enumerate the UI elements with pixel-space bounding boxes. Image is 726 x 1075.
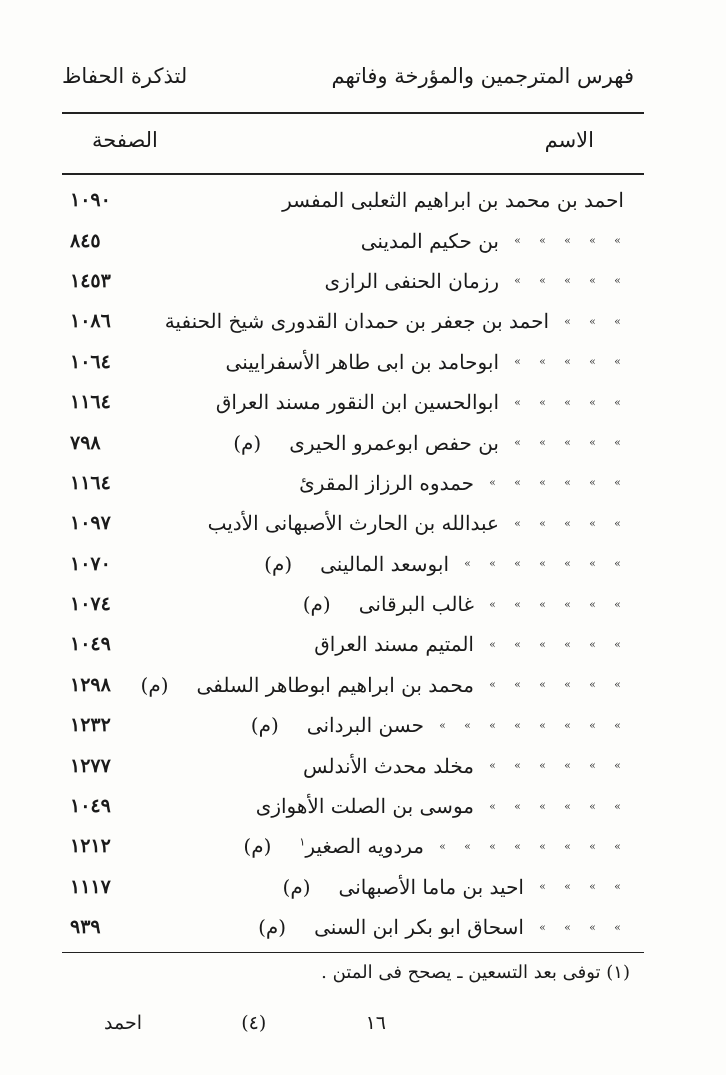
ditto-mark: »: [514, 678, 521, 692]
index-entry: [70, 665, 630, 705]
index-entry: [70, 786, 630, 826]
ditto-marks: [480, 476, 630, 489]
ditto-marks: [555, 315, 630, 328]
ditto-mark: »: [564, 395, 571, 409]
ditto-mark: »: [539, 516, 546, 530]
index-entry: [70, 463, 630, 503]
ditto-mark: »: [614, 678, 621, 692]
index-entry: [70, 503, 630, 543]
entry-page-number: ٨٤٥: [70, 229, 101, 252]
ditto-mark: »: [514, 557, 521, 571]
ditto-mark: »: [514, 799, 521, 813]
ditto-mark: »: [564, 678, 571, 692]
entry-mark: (م): [302, 592, 331, 617]
entry-name-text: بن حكيم المدينى: [360, 228, 499, 253]
ditto-mark: »: [589, 920, 596, 934]
ditto-mark: »: [539, 274, 546, 288]
entry-name: [159, 309, 555, 333]
ditto-mark: »: [614, 920, 621, 934]
ditto-marks: [430, 719, 630, 732]
ditto-mark: »: [514, 839, 521, 853]
ditto-mark: »: [589, 597, 596, 611]
entry-mark: (م): [282, 874, 311, 899]
ditto-mark: »: [539, 557, 546, 571]
ditto-mark: »: [589, 678, 596, 692]
entry-page-number: ٧٩٨: [70, 431, 101, 454]
entry-name: [250, 794, 480, 818]
ditto-mark: »: [614, 557, 621, 571]
ditto-marks: [530, 880, 630, 893]
entry-name-text: ابوحامد بن ابى طاهر الأسفرايينى: [225, 349, 499, 374]
ditto-mark: »: [614, 799, 621, 813]
entry-name: [276, 188, 630, 212]
ditto-mark: »: [489, 759, 496, 773]
ditto-mark: »: [614, 759, 621, 773]
entry-name-text: احيد بن ماما الأصبهانى: [338, 874, 524, 899]
ditto-mark: »: [514, 759, 521, 773]
ditto-mark: »: [514, 395, 521, 409]
entry-page-number: ١٠٨٦: [70, 310, 111, 333]
header-rule: [62, 173, 644, 175]
ditto-mark: »: [514, 597, 521, 611]
index-entry: [70, 342, 630, 382]
entry-name-text: ابوسعد المالينى: [320, 551, 449, 576]
ditto-marks: [530, 921, 630, 934]
entry-name: [191, 673, 480, 697]
index-entry: [70, 301, 630, 341]
entry-mark: (م): [243, 834, 272, 859]
entry-name-text: بن حفص ابوعمرو الحيرى: [289, 430, 499, 455]
entry-page-number: ١٠٦٤: [70, 350, 111, 373]
entry-page-number: ١٤٥٣: [70, 269, 111, 292]
entry-mark: (م): [140, 672, 169, 697]
ditto-mark: »: [514, 355, 521, 369]
ditto-marks: [505, 396, 630, 409]
ditto-mark: »: [589, 799, 596, 813]
ditto-mark: »: [539, 839, 546, 853]
entry-page-number: ١٠٩٧: [70, 512, 111, 535]
ditto-mark: »: [614, 637, 621, 651]
ditto-mark: »: [564, 880, 571, 894]
entry-page-number: ١٠٩٠: [70, 189, 111, 212]
ditto-marks: [480, 678, 630, 691]
ditto-mark: »: [614, 880, 621, 894]
entry-name-text: عبدالله بن الحارث الأصبهانى الأديب: [207, 511, 499, 536]
ditto-mark: »: [539, 799, 546, 813]
entry-name: [319, 269, 505, 293]
ditto-mark: »: [589, 557, 596, 571]
entry-mark: (م): [264, 551, 293, 576]
entry-name-text: موسى بن الصلت الأهوازى: [255, 794, 474, 819]
entry-name-text: احمد بن محمد بن ابراهيم الثعلبى المفسر: [282, 188, 624, 213]
entry-mark: (م): [233, 430, 262, 455]
ditto-mark: »: [564, 718, 571, 732]
ditto-marks: [505, 436, 630, 449]
ditto-mark: »: [614, 274, 621, 288]
index-entry: [70, 826, 630, 866]
entry-name-text: مردويه الصغير: [305, 834, 424, 859]
ditto-marks: [480, 800, 630, 813]
entry-name: [355, 229, 505, 253]
ditto-mark: »: [589, 637, 596, 651]
entry-name: [301, 713, 430, 737]
ditto-mark: »: [539, 880, 546, 894]
ditto-mark: »: [539, 476, 546, 490]
footnote: (١) توفى بعد التسعين ـ يصحح فى المتن .: [321, 962, 630, 983]
ditto-mark: »: [464, 557, 471, 571]
entry-name: [293, 834, 430, 858]
ditto-mark: »: [539, 395, 546, 409]
ditto-mark: »: [489, 678, 496, 692]
ditto-mark: »: [614, 516, 621, 530]
entry-page-number: ١١١٧: [70, 875, 111, 898]
entry-page-number: ٩٣٩: [70, 916, 101, 939]
ditto-marks: [505, 234, 630, 247]
ditto-mark: »: [539, 436, 546, 450]
ditto-mark: »: [514, 718, 521, 732]
ditto-mark: »: [514, 476, 521, 490]
ditto-mark: »: [614, 718, 621, 732]
ditto-mark: »: [589, 759, 596, 773]
entry-name: [297, 754, 480, 778]
entry-page-number: ١٢١٢: [70, 835, 111, 858]
ditto-mark: »: [614, 234, 621, 248]
entry-name: [202, 511, 505, 535]
ditto-mark: »: [614, 476, 621, 490]
entry-name-text: رزمان الحنفى الرازى: [324, 268, 499, 293]
entry-name-text: غالب البرقانى: [358, 592, 474, 617]
index-entry: [70, 745, 630, 785]
ditto-marks: [505, 517, 630, 530]
entry-name: [308, 915, 530, 939]
ditto-mark: »: [589, 516, 596, 530]
page-footer: [104, 1006, 386, 1040]
ditto-mark: »: [539, 759, 546, 773]
column-headers: [92, 120, 594, 160]
entry-name: [308, 632, 480, 656]
top-rule: [62, 112, 644, 114]
entry-name: [353, 592, 480, 616]
entry-page-number: ١٠٤٩: [70, 633, 111, 656]
index-entry: [70, 624, 630, 664]
ditto-mark: »: [564, 637, 571, 651]
ditto-mark: »: [489, 637, 496, 651]
entry-name-text: مخلد محدث الأندلس: [302, 753, 474, 778]
entry-page-number: ١٢٩٨: [70, 673, 111, 696]
entry-name-text: حسن البردانى: [306, 713, 424, 738]
ditto-mark: »: [514, 234, 521, 248]
ditto-mark: »: [564, 839, 571, 853]
ditto-mark: »: [614, 355, 621, 369]
ditto-mark: »: [589, 880, 596, 894]
index-entry: [70, 220, 630, 260]
ditto-mark: »: [589, 234, 596, 248]
entry-page-number: ١١٦٤: [70, 471, 111, 494]
ditto-mark: »: [564, 557, 571, 571]
ditto-marks: [480, 598, 630, 611]
name-column-header: الاسم: [544, 128, 594, 152]
ditto-mark: »: [589, 355, 596, 369]
entry-page-number: ١٢٧٧: [70, 754, 111, 777]
ditto-mark: »: [564, 314, 571, 328]
index-entry: [70, 422, 630, 462]
index-entry: [70, 261, 630, 301]
ditto-mark: »: [589, 314, 596, 328]
entry-page-number: ١٠٧٤: [70, 593, 111, 616]
ditto-mark: »: [464, 718, 471, 732]
ditto-mark: »: [564, 597, 571, 611]
ditto-mark: »: [539, 920, 546, 934]
ditto-mark: »: [489, 476, 496, 490]
entry-name-text: احمد بن جعفر بن حمدان القدورى شيخ الحنفية: [164, 309, 549, 334]
ditto-marks: [505, 274, 630, 287]
entry-name: [210, 390, 505, 414]
ditto-mark: »: [564, 355, 571, 369]
entry-name-text: المتيم مسند العراق: [314, 632, 474, 657]
running-head-title: فهرس المترجمين والمؤرخة وفاتهم: [331, 64, 634, 88]
ditto-mark: »: [614, 839, 621, 853]
ditto-mark: »: [564, 759, 571, 773]
entry-name: [220, 350, 505, 374]
running-head-book: لتذكرة الحفاظ: [62, 64, 188, 88]
ditto-mark: »: [514, 436, 521, 450]
ditto-mark: »: [514, 274, 521, 288]
index-entry: [70, 907, 630, 947]
ditto-mark: »: [439, 839, 446, 853]
ditto-mark: »: [489, 597, 496, 611]
index-entry: [70, 180, 630, 220]
signature-mark: احمد: [104, 1012, 142, 1034]
entry-name: [283, 431, 505, 455]
ditto-mark: »: [539, 355, 546, 369]
ditto-marks: [480, 638, 630, 651]
entry-page-number: ١١٦٤: [70, 391, 111, 414]
ditto-mark: »: [589, 395, 596, 409]
ditto-mark: »: [464, 839, 471, 853]
index-entry: [70, 705, 630, 745]
ditto-mark: »: [614, 314, 621, 328]
entry-name: [293, 471, 480, 495]
ditto-marks: [480, 759, 630, 772]
page-column-header: الصفحة: [92, 128, 158, 152]
entry-mark: (م): [258, 915, 287, 940]
ditto-mark: »: [539, 234, 546, 248]
index-entry: [70, 584, 630, 624]
ditto-mark: »: [564, 516, 571, 530]
ditto-mark: »: [539, 637, 546, 651]
index-entry: [70, 382, 630, 422]
ditto-mark: »: [489, 839, 496, 853]
entry-page-number: ١٠٤٩: [70, 795, 111, 818]
ditto-mark: »: [614, 395, 621, 409]
ditto-mark: »: [514, 637, 521, 651]
ditto-mark: »: [564, 920, 571, 934]
entry-name-text: محمد بن ابراهيم ابوطاهر السلفى: [196, 672, 474, 697]
index-entry: [70, 544, 630, 584]
footnote-reference: ١: [299, 835, 306, 849]
ditto-mark: »: [514, 516, 521, 530]
ditto-mark: »: [539, 718, 546, 732]
sheet-number: (٤): [241, 1012, 267, 1034]
entry-name-text: حمدوه الرزاز المقرئ: [299, 470, 474, 495]
ditto-mark: »: [564, 234, 571, 248]
ditto-mark: »: [489, 557, 496, 571]
entry-page-number: ١٠٧٠: [70, 552, 111, 575]
entry-name-text: اسحاق ابو بكر ابن السنى: [314, 915, 524, 940]
ditto-mark: »: [439, 718, 446, 732]
ditto-mark: »: [564, 476, 571, 490]
ditto-mark: »: [614, 436, 621, 450]
index-entry: [70, 867, 630, 907]
page-number: ١٦: [365, 1012, 386, 1034]
entry-list: [70, 180, 630, 947]
ditto-mark: »: [589, 436, 596, 450]
ditto-marks: [455, 557, 630, 570]
entry-name-text: ابوالحسين ابن النقور مسند العراق: [215, 390, 499, 415]
ditto-mark: »: [539, 597, 546, 611]
ditto-mark: »: [489, 799, 496, 813]
running-head: [62, 58, 634, 94]
entry-mark: (م): [250, 713, 279, 738]
ditto-marks: [505, 355, 630, 368]
ditto-mark: »: [564, 274, 571, 288]
ditto-mark: »: [539, 678, 546, 692]
entry-name: [333, 875, 530, 899]
entry-name: [314, 552, 455, 576]
ditto-mark: »: [489, 718, 496, 732]
ditto-mark: »: [564, 799, 571, 813]
ditto-mark: »: [614, 597, 621, 611]
ditto-marks: [430, 840, 630, 853]
ditto-mark: »: [589, 476, 596, 490]
ditto-mark: »: [589, 274, 596, 288]
ditto-mark: »: [589, 718, 596, 732]
footnote-rule: [62, 952, 644, 953]
entry-page-number: ١٢٣٢: [70, 714, 111, 737]
ditto-mark: »: [589, 839, 596, 853]
ditto-mark: »: [564, 436, 571, 450]
